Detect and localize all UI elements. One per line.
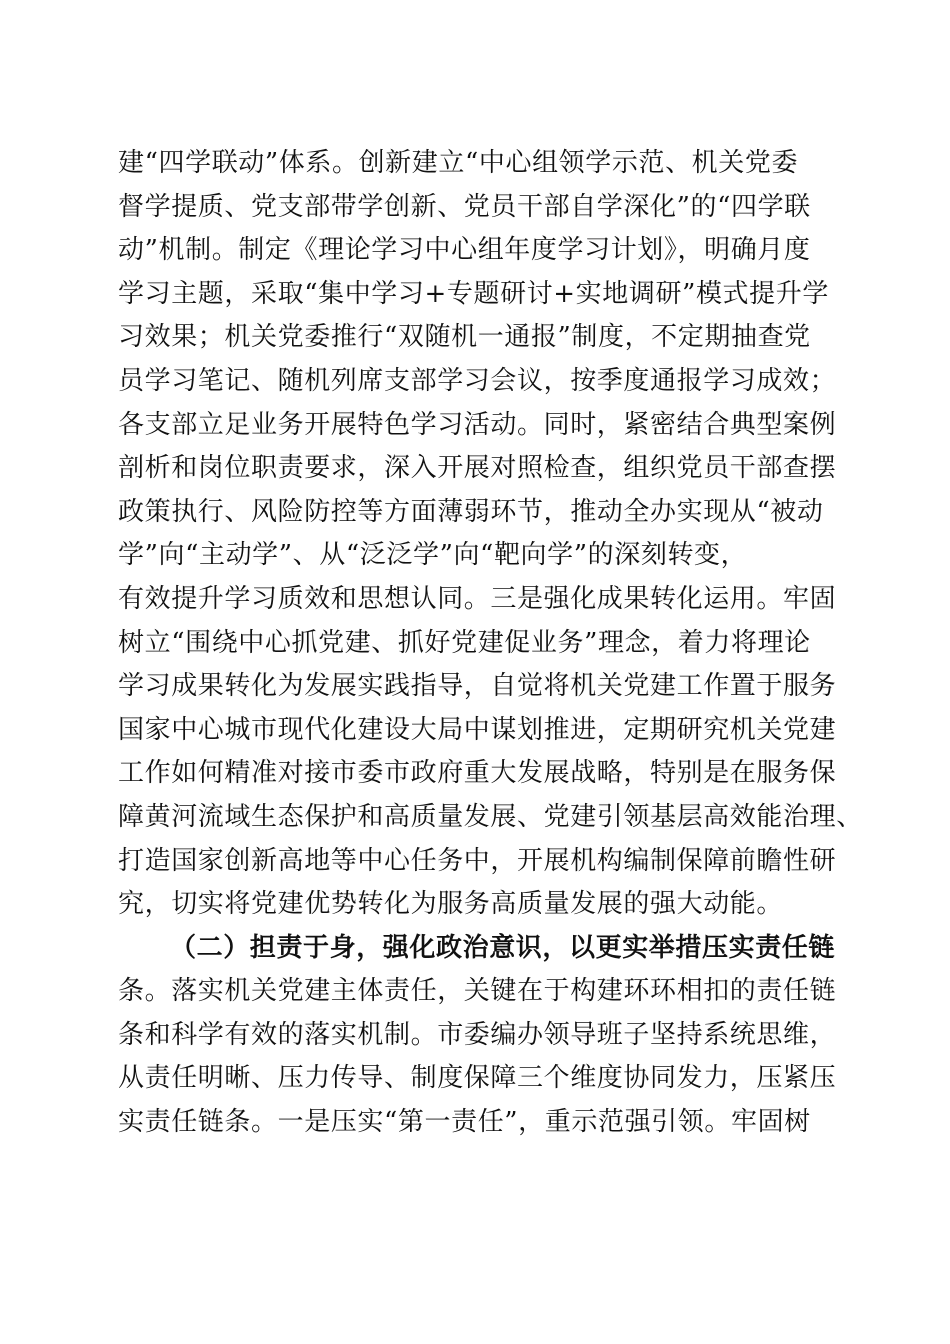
paragraph-line: 员学习笔记、随机列席支部学习会议，按季度通报学习成效； (118, 365, 837, 396)
paragraph-line: 树立“围绕中心抓党建、抓好党建促业务”理念，着力将理论 (118, 627, 811, 658)
document-body (118, 142, 863, 1145)
paragraph-line: 习效果；机关党委推行“双随机一通报”制度，不定期抽查党 (118, 322, 811, 353)
paragraph-line: 实责任链条。一是压实“第一责任”，重示范强引领。牢固树 (118, 1107, 811, 1138)
paragraph-line: 从责任明晰、压力传导、制度保障三个维度协同发力，压紧压 (118, 1063, 837, 1094)
paragraph-line: 打造国家创新高地等中心任务中，开展机构编制保障前瞻性研 (118, 845, 837, 876)
paragraph-line: 督学提质、党支部带学创新、党员干部自学深化”的“四学联 (118, 191, 811, 222)
paragraph-line: 学习成果转化为发展实践指导，自觉将机关党建工作置于服务 (118, 671, 837, 702)
paragraph-line: 工作如何精准对接市委市政府重大发展战略，特别是在服务保 (118, 758, 837, 789)
section-heading-line: （二）担责于身，强化政治意识，以更实举措压实责任链 (170, 932, 836, 963)
paragraph-line: 究，切实将党建优势转化为服务高质量发展的强大动能。 (118, 889, 784, 920)
paragraph-line: 条。落实机关党建主体责任，关键在于构建环环相扣的责任链 (118, 976, 837, 1007)
paragraph-line: 障黄河流域生态保护和高质量发展、党建引领基层高效能治理、 (118, 801, 863, 832)
paragraph-line: 建“四学联动”体系。创新建立“中心组领学示范、机关党委 (118, 148, 799, 178)
paragraph-line: 政策执行、风险防控等方面薄弱环节，推动全办实现从“被动 (118, 496, 824, 527)
paragraph-line: 有效提升学习质效和思想认同。三是强化成果转化运用。牢固 (118, 583, 837, 614)
paragraph-line: 剖析和岗位职责要求，深入开展对照检查，组织党员干部查摆 (118, 453, 837, 484)
paragraph-line: 条和科学有效的落实机制。市委编办领导班子坚持系统思维， (118, 1019, 837, 1050)
paragraph-line: 各支部立足业务开展特色学习活动。同时，紧密结合典型案例 (118, 409, 837, 440)
paragraph-line: 动”机制。制定《理论学习中心组年度学习计划》，明确月度 (118, 235, 811, 266)
paragraph-line: 国家中心城市现代化建设大局中谋划推进，定期研究机关党建 (118, 714, 837, 745)
paragraph-line: 学”向“主动学”、从“泛泛学”向“靶向学”的深刻转变， (118, 540, 748, 571)
paragraph-line: 学习主题，采取“集中学习+专题研讨+实地调研”模式提升学 (118, 278, 829, 309)
